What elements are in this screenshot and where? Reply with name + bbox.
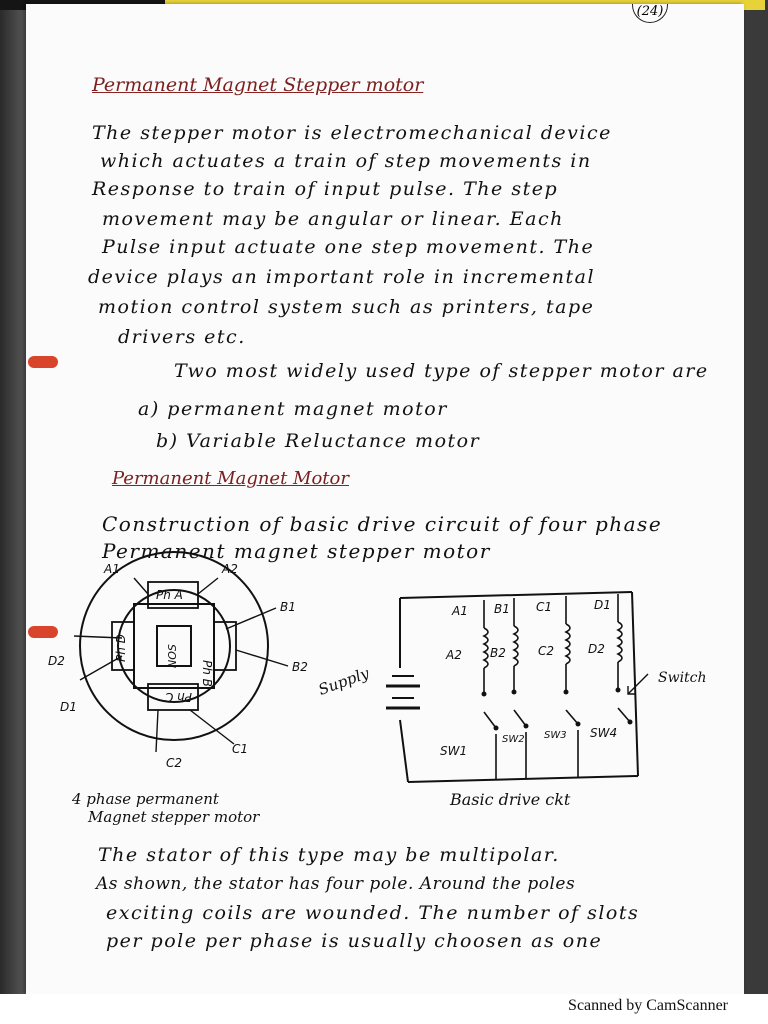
pole-label-d: Ph D [114,634,128,662]
para1-line-6: device plays an important role in incremental [88,266,596,288]
terminal-label: A1 [104,562,120,576]
binder-ring [28,626,58,638]
circuit-top-label: D1 [594,598,611,612]
motor-caption-line-2: Magnet stepper motor [88,808,260,826]
binder-ring [28,356,58,368]
terminal-label: B2 [292,660,308,674]
coil-label: A2 [446,648,462,662]
types-intro: Two most widely used type of stepper motor are [174,360,709,382]
type-b: b) Variable Reluctance motor [156,430,481,452]
rotor-label: NOS [166,644,179,668]
heading-permanent-magnet-motor: Permanent Magnet Motor [112,468,349,489]
para2-line-4: per pole per phase is usually choosen as one [106,930,603,952]
coil-label: C2 [538,644,555,658]
switch-arrow-label: Switch [658,670,707,686]
para2-line-1: The stator of this type may be multipolar. [98,844,560,866]
terminal-label: C2 [166,756,183,770]
circuit-top-label: C1 [536,600,553,614]
para1-line-7: motion control system such as printers, tape [98,296,595,318]
terminal-label: B1 [280,600,296,614]
construction-line-1: Construction of basic drive circuit of four phase [102,512,663,536]
circuit-caption: Basic drive ckt [450,790,571,809]
para2-line-2: As shown, the stator has four pole. Around the poles [96,874,576,894]
para1-line-2: which actuates a train of step movements in [100,150,592,172]
switch-label: SW1 [440,744,468,758]
para1-line-1: The stepper motor is electromechanical device [92,122,612,144]
motor-caption-line-1: 4 phase permanent [72,790,219,808]
type-a: a) permanent magnet motor [138,398,448,420]
circuit-top-label: B1 [494,602,510,616]
para1-line-4: movement may be angular or linear. Each [102,208,564,230]
switch-label: SW2 [502,734,525,745]
terminal-label: C1 [232,742,249,756]
pole-label-a: Ph A [156,588,183,602]
para1-line-8: drivers etc. [118,326,246,348]
switch-label: SW3 [544,730,567,741]
page-number: (24) [632,4,668,23]
para1-line-3: Response to train of input pulse. The step [92,178,559,200]
switch-label: SW4 [590,726,618,740]
pole-label-c: Ph C [164,690,192,704]
supply-label: Supply [316,664,372,699]
coil-label: D2 [588,642,605,656]
construction-line-2: Permanent magnet stepper motor [102,539,491,563]
heading-permanent-magnet-stepper: Permanent Magnet Stepper motor [92,74,424,96]
scanner-watermark: Scanned by CamScanner [568,997,728,1014]
binder-spine [0,0,26,1024]
circuit-top-label: A1 [452,604,468,618]
notebook-page [26,4,744,994]
pole-label-b: Ph B [200,660,214,687]
terminal-label: A2 [222,562,238,576]
para1-line-5: Pulse input actuate one step movement. The [102,236,595,258]
terminal-label: D1 [60,700,77,714]
terminal-label: D2 [48,654,65,668]
coil-label: B2 [490,646,506,660]
para2-line-3: exciting coils are wounded. The number of slots [106,902,640,924]
